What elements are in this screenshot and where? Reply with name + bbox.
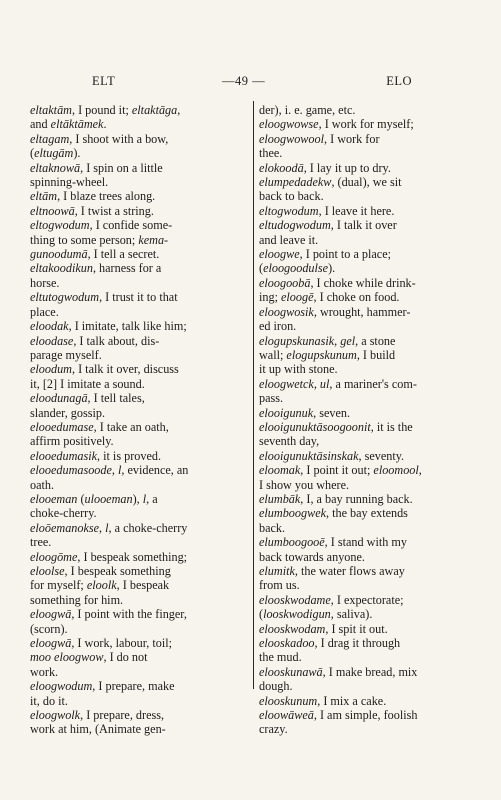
definition-text: ing;: [259, 290, 282, 305]
text-line: [30, 694, 250, 708]
headword-italic: elooigunuktāsoogoonit: [259, 419, 371, 434]
text-line: [30, 406, 250, 420]
text-line: [30, 463, 250, 477]
text-line: [259, 535, 474, 549]
headword-italic: elogupskunasik: [259, 333, 335, 348]
definition-text: , it is the: [370, 419, 413, 434]
definition-text: , evidence, an: [121, 463, 189, 478]
column-divider: [253, 101, 254, 689]
definition-text: , I bespeak something: [64, 564, 171, 578]
definition-text: , I blaze trees along.: [57, 189, 156, 204]
headword-italic: eloolse: [30, 564, 65, 578]
headword-italic: eltām: [30, 189, 58, 204]
text-line: [259, 161, 474, 175]
headword-italic: eltakoodikun: [30, 261, 93, 276]
definition-text: (: [259, 607, 264, 622]
definition-text: , I shoot with a bow,: [69, 131, 169, 146]
definition-text: , I talk it over, discuss: [71, 362, 179, 377]
definition-text: , I choke on food.: [313, 290, 400, 305]
headword-italic: elooskwodame: [259, 592, 331, 607]
text-line: [259, 334, 474, 348]
headword-italic: elumitk: [259, 564, 295, 578]
text-line: [259, 506, 474, 520]
definition-text: , I lay it up to dry.: [303, 160, 391, 175]
text-line: [30, 708, 250, 722]
text-line: [30, 535, 250, 549]
definition-text: it up with stone.: [259, 362, 338, 377]
definition-text: , I build: [356, 347, 396, 362]
definition-text: , saliva).: [330, 607, 373, 622]
text-line: [259, 276, 474, 290]
definition-text: ed iron.: [259, 319, 297, 334]
headword-italic: eltaktām: [30, 103, 72, 117]
text-line: [259, 636, 474, 650]
headword-italic: eltutogwodum: [30, 290, 100, 305]
definition-text: thing to some person;: [30, 232, 139, 247]
text-line: [30, 175, 250, 189]
definition-text: , I am simple, foolish: [313, 708, 418, 723]
text-line: [259, 362, 474, 376]
text-line: [259, 434, 474, 448]
text-line: [259, 406, 474, 420]
text-line: [30, 434, 250, 448]
text-line: [30, 550, 250, 564]
definition-text: (: [77, 491, 85, 506]
headword-italic: eltnoowā: [30, 203, 75, 218]
definition-text: and: [30, 117, 51, 132]
definition-text: , I talk it over: [330, 218, 397, 233]
definition-text: , I tell a secret.: [87, 247, 160, 262]
headword-italic: eloolk: [86, 578, 117, 593]
text-line: [259, 622, 474, 636]
text-line: [30, 492, 250, 506]
headword-italic: elumboogooē: [259, 535, 325, 550]
headword-italic: elooskunawā: [259, 664, 323, 679]
definition-text: , I work, labour, toil;: [71, 636, 173, 651]
headword-italic: eloodase: [30, 333, 74, 348]
text-line: [259, 348, 474, 362]
text-line: [30, 622, 250, 636]
text-line: [30, 132, 250, 146]
headword-italic: elooigunuk: [259, 405, 314, 420]
text-line: [259, 261, 474, 275]
definition-text: place.: [30, 304, 59, 319]
definition-text: from us.: [259, 578, 300, 593]
definition-text: back.: [259, 520, 286, 535]
text-line: [30, 449, 250, 463]
definition-text: parage myself.: [30, 347, 102, 362]
headword-italic: eloogōme: [30, 549, 78, 564]
definition-text: , I pound it;: [71, 103, 132, 117]
text-line: [259, 175, 474, 189]
headword-italic: elokoodā: [259, 160, 304, 175]
text-line: [259, 391, 474, 405]
text-line: [30, 319, 250, 333]
definition-text: , I point it out;: [300, 463, 374, 478]
definition-text: , seven.: [313, 405, 351, 420]
definition-text: , the water flows away: [294, 564, 405, 578]
text-line: [30, 261, 250, 275]
definition-text: , I drag it through: [314, 636, 401, 651]
text-line: [259, 247, 474, 261]
text-line: [259, 650, 474, 664]
definition-text: tree.: [30, 535, 52, 550]
headword-italic: eloogwodum: [30, 679, 93, 694]
text-line: [259, 449, 474, 463]
definition-text: work.: [30, 664, 59, 679]
definition-text: , I spit it out.: [325, 621, 388, 636]
definition-text: ,: [99, 520, 106, 535]
headword-italic: gunoodumā: [30, 247, 88, 262]
text-line: [30, 391, 250, 405]
headword-italic: eloogwetck: [259, 376, 314, 391]
definition-text: spinning-wheel.: [30, 175, 109, 190]
definition-text: , I point to a place;: [299, 247, 392, 262]
definition-text: , I spin on a little: [80, 160, 163, 175]
text-line: [259, 521, 474, 535]
definition-text: ,: [111, 463, 119, 478]
definition-text: it, do it.: [30, 693, 68, 708]
text-line: [259, 694, 474, 708]
headword-italic: eloodak: [30, 319, 69, 334]
definition-text: wall;: [259, 347, 287, 362]
definition-text: ).: [328, 261, 336, 276]
text-line: [30, 607, 250, 621]
text-line: [259, 478, 474, 492]
definition-text: (: [259, 261, 264, 276]
text-line: [30, 478, 250, 492]
definition-text: , I bespeak: [116, 578, 170, 593]
definition-text: , a: [146, 491, 158, 506]
definition-text: oath.: [30, 477, 55, 492]
headword-italic: eloogwosik: [259, 304, 314, 319]
text-line: [30, 564, 250, 578]
headword-italic: elumboogwek: [259, 506, 327, 521]
text-line: [259, 593, 474, 607]
text-line: [30, 679, 250, 693]
text-line: [30, 362, 250, 376]
headword-italic: eloomool: [373, 463, 419, 478]
headword-italic: eltaknowā: [30, 160, 81, 175]
text-line: [30, 636, 250, 650]
text-line: [30, 233, 250, 247]
definition-text: I show you where.: [259, 477, 350, 492]
definition-text: , (dual), we sit: [331, 175, 402, 190]
text-line: [30, 650, 250, 664]
headword-italic: elooedumasik: [30, 448, 98, 463]
left-column: [30, 103, 250, 737]
definition-text: something for him.: [30, 592, 124, 607]
definition-text: horse.: [30, 275, 60, 290]
definition-text: , a choke-cherry: [108, 520, 188, 535]
definition-text: , I choke while drink-: [310, 275, 416, 290]
headword-italic: eltagam: [30, 131, 70, 146]
definition-text: ).: [73, 146, 81, 161]
text-line: [30, 146, 250, 160]
text-line: [259, 290, 474, 304]
definition-text: , I trust it to that: [99, 290, 178, 305]
headword-italic: elumbāk: [259, 491, 301, 506]
text-line: [259, 550, 474, 564]
text-line: [259, 233, 474, 247]
definition-text: and leave it.: [259, 232, 319, 247]
headword-italic: elooedumase: [30, 419, 94, 434]
definition-text: pass.: [259, 391, 284, 406]
text-line: [259, 146, 474, 160]
definition-text: , I confide some-: [89, 218, 173, 233]
definition-text: , I imitate, talk like him;: [68, 319, 187, 334]
headword-italic: eloogwolk: [30, 708, 81, 723]
headword-italic: eltāktāmek: [50, 117, 104, 132]
definition-text: , I do not: [103, 650, 148, 665]
definition-text: ),: [132, 491, 143, 506]
definition-text: choke-cherry.: [30, 506, 97, 521]
text-line: [259, 204, 474, 218]
headword-italic: elooskadoo: [259, 636, 315, 651]
headword-italic: moo eloogwow: [30, 650, 104, 665]
headword-italic: elooeman: [30, 491, 78, 506]
definition-text: ,: [177, 103, 181, 117]
definition-text: , I work for myself;: [318, 117, 414, 132]
definition-text: , I point with the finger,: [71, 607, 187, 622]
definition-text: ,: [418, 463, 422, 478]
headword-italic: eltugām: [34, 146, 74, 161]
definition-text: , I leave it here.: [318, 203, 395, 218]
headword-italic: eloodunagā: [30, 391, 88, 406]
definition-text: der), i. e. game, etc.: [259, 103, 356, 117]
text-line: [30, 377, 250, 391]
headword-italic: eltogwodum: [259, 203, 319, 218]
text-line: [30, 117, 250, 131]
definition-text: it, [2] I imitate a sound.: [30, 376, 145, 391]
definition-text: back towards anyone.: [259, 549, 365, 564]
headword-italic: eltudogwodum: [259, 218, 331, 233]
text-line: [30, 665, 250, 679]
definition-text: , I, a bay running back.: [300, 491, 413, 506]
text-line: [259, 708, 474, 722]
text-line: [30, 722, 250, 736]
definition-text: , I tell tales,: [87, 391, 145, 406]
definition-text: , I talk about, dis-: [73, 333, 160, 348]
headword-italic: eltogwodum: [30, 218, 90, 233]
definition-text: seventh day,: [259, 434, 320, 449]
definition-text: work at him, (Animate gen-: [30, 722, 166, 737]
definition-text: , seventy.: [358, 448, 405, 463]
headword-italic: eloogwowool: [259, 131, 325, 146]
text-line: [259, 607, 474, 621]
definition-text: , I bespeak something;: [77, 549, 188, 564]
text-line: [259, 564, 474, 578]
text-line: [259, 117, 474, 131]
text-line: [30, 348, 250, 362]
definition-text: , I mix a cake.: [317, 693, 387, 708]
definition-text: slander, gossip.: [30, 405, 105, 420]
headword-italic: elooedumasoode: [30, 463, 112, 478]
text-line: [30, 305, 250, 319]
definition-text: , I stand with my: [324, 535, 407, 550]
text-line: [30, 506, 250, 520]
header-right-guide-word: ELO: [386, 74, 412, 88]
definition-text: , I prepare, make: [92, 679, 175, 694]
headword-italic: elumpedadekw: [259, 175, 332, 190]
definition-text: , I make bread, mix: [322, 664, 418, 679]
headword-italic: eloogoobā: [259, 275, 311, 290]
headword-italic: elooskunum: [259, 693, 318, 708]
definition-text: affirm positively.: [30, 434, 114, 449]
headword-italic: ulooeman: [84, 491, 133, 506]
text-line: [30, 578, 250, 592]
headword-italic: l: [118, 463, 122, 478]
text-line: [259, 103, 474, 117]
headword-italic: looskwodigun: [263, 607, 331, 622]
text-line: [30, 189, 250, 203]
text-line: [30, 290, 250, 304]
definition-text: , I take an oath,: [93, 419, 169, 434]
definition-text: thee.: [259, 146, 283, 161]
definition-text: for myself;: [30, 578, 87, 593]
header-left-guide-word: ELT: [92, 74, 116, 88]
headword-italic: elogupskunum: [286, 347, 357, 362]
text-line: [259, 463, 474, 477]
text-line: [30, 218, 250, 232]
definition-text: , I prepare, dress,: [80, 708, 165, 723]
text-line: [30, 161, 250, 175]
headword-italic: elooigunuktāsinskak: [259, 448, 359, 463]
headword-italic: kema-: [138, 232, 169, 247]
definition-text: , harness for a: [92, 261, 162, 276]
definition-text: ,: [313, 376, 320, 391]
text-line: [259, 218, 474, 232]
headword-italic: l: [142, 491, 147, 506]
text-line: [259, 679, 474, 693]
headword-italic: eloogwe: [259, 247, 300, 262]
text-line: [259, 132, 474, 146]
definition-text: crazy.: [259, 722, 288, 737]
text-line: [259, 377, 474, 391]
text-line: [30, 276, 250, 290]
definition-text: dough.: [259, 679, 293, 694]
text-line: [259, 305, 474, 319]
text-line: [30, 593, 250, 607]
headword-italic: eloowāweā: [259, 708, 314, 723]
text-line: [30, 521, 250, 535]
definition-text: , it is proved.: [97, 448, 161, 463]
definition-text: , a mariner's com-: [329, 376, 417, 391]
definition-text: , a stone: [355, 333, 396, 348]
text-line: [259, 578, 474, 592]
page-number: —49 —: [222, 74, 266, 88]
right-column: [259, 103, 474, 737]
headword-italic: gel: [340, 333, 356, 348]
text-line: [259, 492, 474, 506]
headword-italic: eloodum: [30, 362, 72, 377]
headword-italic: eloōemanokse: [30, 520, 100, 535]
headword-italic: eltaktāga: [131, 103, 178, 117]
definition-text: (scorn).: [30, 621, 68, 636]
text-line: [30, 334, 250, 348]
definition-text: (: [30, 146, 35, 161]
text-line: [30, 204, 250, 218]
headword-italic: elooskwodam: [259, 621, 326, 636]
text-line: [30, 420, 250, 434]
page-header: [92, 74, 412, 92]
text-line: [259, 319, 474, 333]
text-line: [259, 665, 474, 679]
definition-text: , the bay extends: [326, 506, 408, 521]
text-line: [259, 420, 474, 434]
definition-text: , I twist a string.: [74, 203, 154, 218]
definition-text: , I work for: [324, 131, 380, 146]
definition-text: , I expectorate;: [330, 592, 404, 607]
definition-text: ,: [334, 333, 341, 348]
headword-italic: eloogoodulse: [263, 261, 329, 276]
text-line: [30, 247, 250, 261]
headword-italic: eloogwā: [30, 607, 72, 622]
headword-italic: eloogē: [281, 290, 314, 305]
definition-text: .: [103, 117, 107, 132]
definition-text: back to back.: [259, 189, 324, 204]
headword-italic: eloogwā: [30, 636, 72, 651]
text-line: [30, 103, 250, 117]
definition-text: , wrought, hammer-: [313, 304, 411, 319]
headword-italic: l: [105, 520, 109, 535]
text-line: [259, 722, 474, 736]
definition-text: the mud.: [259, 650, 302, 665]
headword-italic: eloogwowse: [259, 117, 319, 132]
text-line: [259, 189, 474, 203]
headword-italic: eloomak: [259, 463, 301, 478]
headword-italic: ul: [319, 376, 330, 391]
